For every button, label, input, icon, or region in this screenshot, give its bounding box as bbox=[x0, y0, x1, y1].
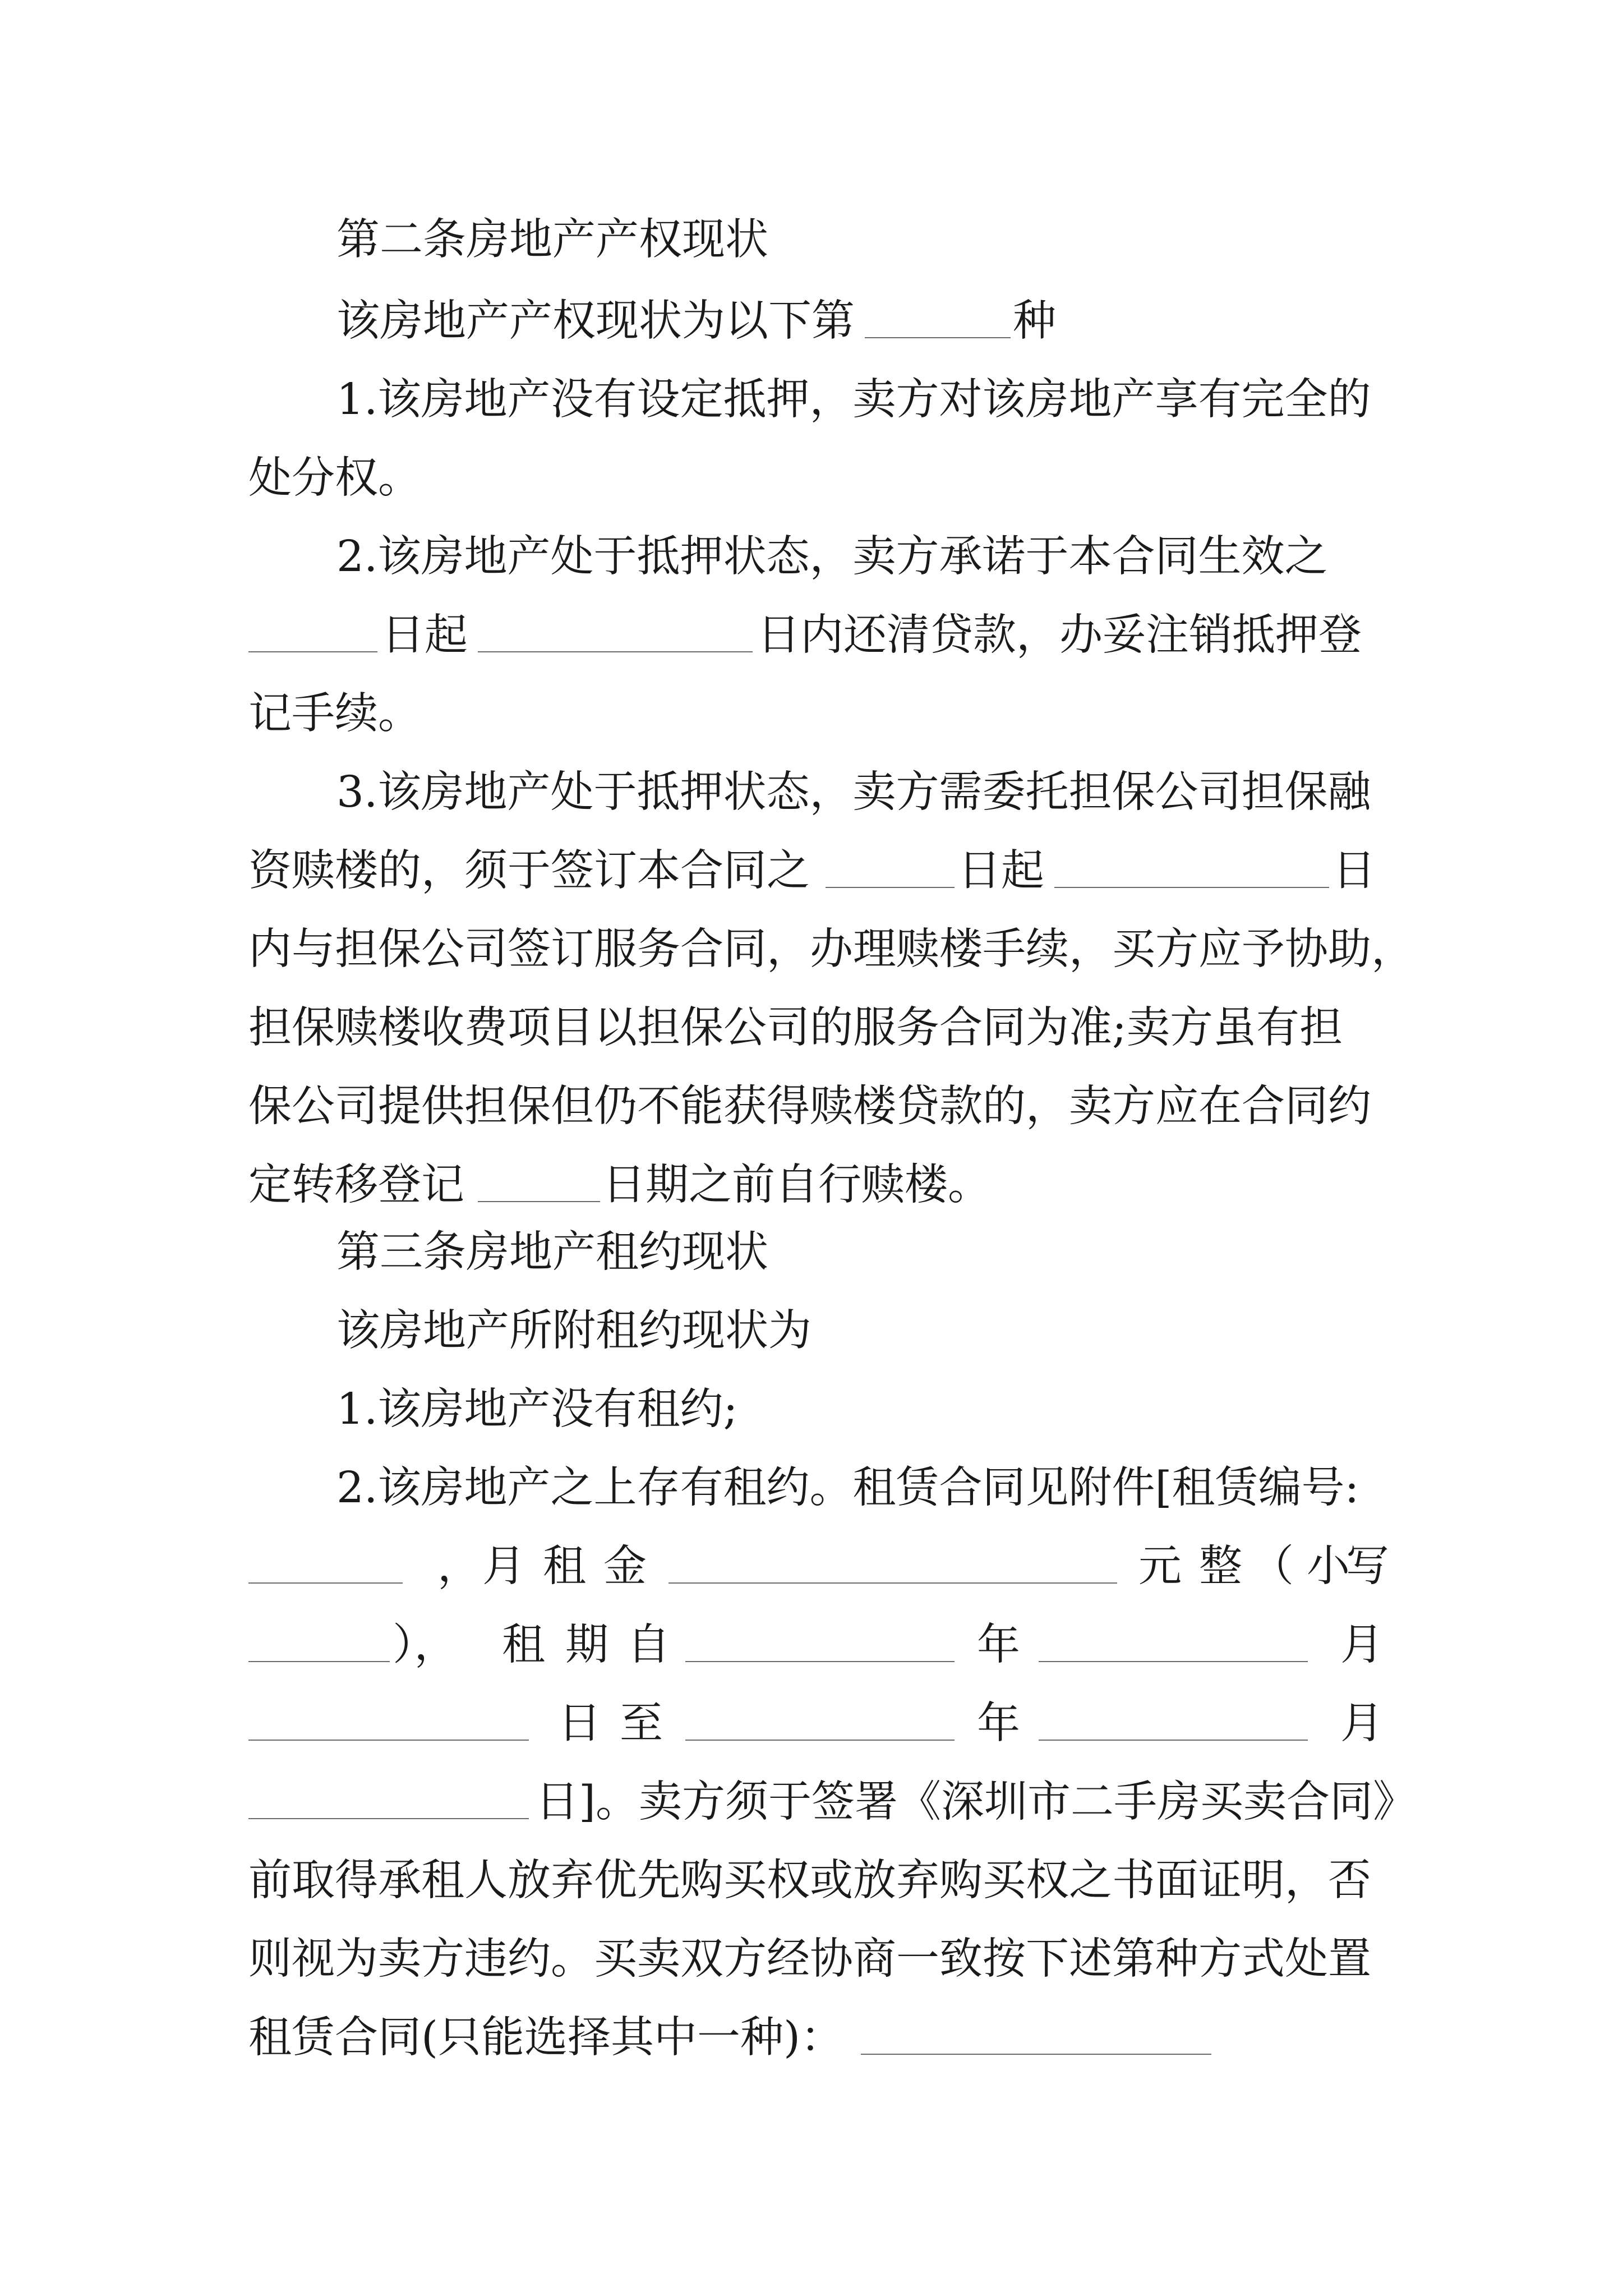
article2-item3-text4: 担保赎楼收费项目以担保公司的服务合同为准;卖方虽有担 bbox=[248, 1003, 1343, 1053]
transfer-date-blank[interactable] bbox=[478, 1201, 600, 1202]
article3-heading: 第三条房地产租约现状 bbox=[336, 1227, 768, 1277]
year-label: 年 bbox=[977, 1620, 1020, 1670]
comma-text: ， bbox=[437, 1542, 481, 1591]
article2-item2-text: 2.该房地产处于抵押状态，卖方承诺于本合同生效之 bbox=[336, 532, 1328, 582]
article3-item2-line1 bbox=[0, 1460, 1623, 1516]
lease-number-blank[interactable] bbox=[248, 1582, 403, 1584]
yuan-label: 元 bbox=[1138, 1542, 1182, 1591]
choice-number-blank[interactable] bbox=[865, 337, 1011, 338]
sign-days-blank[interactable] bbox=[826, 887, 955, 888]
effective-days-blank[interactable] bbox=[248, 651, 377, 652]
article2-intro-line bbox=[0, 293, 1623, 349]
article2-item3-line1 bbox=[0, 765, 1623, 821]
repay-days-blank[interactable] bbox=[478, 651, 753, 652]
guarantee-days-blank[interactable] bbox=[1054, 887, 1329, 888]
article3-item2-text6: 前取得承租人放弃优先购买权或放弃购买权之书面证明，否 bbox=[248, 1856, 1371, 1906]
article2-item3-text5: 保公司提供担保但仍不能获得赎楼贷款的，卖方应在合同约 bbox=[248, 1082, 1371, 1131]
article2-heading: 第二条房地产产权现状 bbox=[336, 215, 768, 265]
article2-item3-line2 bbox=[0, 843, 1623, 899]
article3-item2-line2 bbox=[0, 1539, 1623, 1595]
end-year-blank[interactable] bbox=[685, 1740, 955, 1741]
start-day-blank[interactable] bbox=[248, 1740, 529, 1741]
rent-label-3: 金 bbox=[603, 1542, 647, 1591]
article2-item3-text2a: 资赎楼的，须于签订本合同之 bbox=[248, 846, 810, 896]
article2-item2-text-end: 记手续。 bbox=[248, 689, 421, 739]
term-label-1: 租 bbox=[502, 1620, 545, 1670]
article3-item2-line7 bbox=[0, 1931, 1623, 1987]
article2-intro-text: 该房地产产权现状为以下第 bbox=[336, 296, 855, 346]
zheng-label: 整 bbox=[1199, 1542, 1242, 1591]
write-label: 写 bbox=[1346, 1542, 1389, 1591]
end-month-blank[interactable] bbox=[1039, 1740, 1308, 1741]
article2-item2-line3 bbox=[0, 686, 1623, 742]
end-month-label: 月 bbox=[1340, 1699, 1384, 1749]
article3-item2-text7: 则视为卖方违约。买卖双方经协商一致按下述第种方式处置 bbox=[248, 1934, 1371, 1984]
article3-item1: 1.该房地产没有租约; bbox=[336, 1384, 738, 1434]
article2-item3-line4 bbox=[0, 1000, 1623, 1056]
month-label: 月 bbox=[1340, 1620, 1384, 1670]
article3-item2-text: 2.该房地产之上存有租约。租赁合同见附件[租赁编号: bbox=[336, 1463, 1359, 1513]
term-label-3: 自 bbox=[627, 1620, 670, 1670]
article3-intro: 该房地产所附租约现状为 bbox=[336, 1306, 811, 1356]
start-month-blank[interactable] bbox=[1039, 1661, 1308, 1662]
rent-label-1: 月 bbox=[482, 1542, 525, 1591]
lease-handling-choice-blank[interactable] bbox=[861, 2054, 1211, 2055]
rent-label-2: 租 bbox=[543, 1542, 586, 1591]
article2-item2-mid: 日起 bbox=[381, 610, 468, 660]
article3-intro-line bbox=[0, 1303, 1623, 1359]
article2-item3-text6a: 定转移登记 bbox=[248, 1160, 464, 1210]
article2-item2-line1 bbox=[0, 529, 1623, 585]
article2-item3-line5 bbox=[0, 1079, 1623, 1135]
article2-item3-line6 bbox=[0, 1157, 1623, 1213]
small-label: 小 bbox=[1307, 1542, 1350, 1591]
start-year-blank[interactable] bbox=[685, 1661, 955, 1662]
article3-item2-line4 bbox=[0, 1696, 1623, 1752]
article2-item3-line3 bbox=[0, 922, 1623, 978]
article2-item3-text2b: 日起 bbox=[958, 846, 1044, 896]
article2-item2-line2 bbox=[0, 608, 1623, 664]
article3-item2-line5 bbox=[0, 1774, 1623, 1830]
paren-close: ）， bbox=[393, 1620, 458, 1670]
to-label: 至 bbox=[620, 1699, 663, 1749]
article2-item1-line2 bbox=[0, 450, 1623, 507]
article2-item3-text3: 内与担保公司签订服务合同，办理赎楼手续，买方应予协助， bbox=[248, 924, 1414, 974]
article2-heading-line bbox=[0, 212, 1623, 268]
term-label-2: 期 bbox=[565, 1620, 608, 1670]
article2-item2-tail: 日内还清贷款，办妥注销抵押登 bbox=[757, 610, 1362, 660]
rent-lowercase-blank[interactable] bbox=[248, 1661, 390, 1662]
monthly-rent-blank[interactable] bbox=[668, 1582, 1117, 1584]
article3-heading-line bbox=[0, 1225, 1623, 1281]
article3-item2-line3 bbox=[0, 1617, 1623, 1673]
article3-item2-line8 bbox=[0, 2010, 1623, 2066]
article2-item1-text-cont: 处分权。 bbox=[248, 453, 421, 503]
article3-item1-line bbox=[0, 1382, 1623, 1438]
end-year-label: 年 bbox=[977, 1699, 1020, 1749]
article2-item1-line1 bbox=[0, 372, 1623, 428]
day-label: 日 bbox=[558, 1699, 601, 1749]
article3-item2-text8: 租赁合同(只能选择其中一种)： bbox=[248, 2013, 844, 2063]
article2-item1-text: 1.该房地产没有设定抵押，卖方对该房地产享有完全的 bbox=[336, 375, 1371, 425]
article2-item3-text2c: 日 bbox=[1332, 846, 1376, 896]
article2-item3-text: 3.该房地产处于抵押状态，卖方需委托担保公司担保融 bbox=[336, 767, 1371, 817]
article2-intro-suffix: 种 bbox=[1013, 296, 1056, 346]
article3-item2-text5: 日]。卖方须于签署《深圳市二手房买卖合同》 bbox=[536, 1777, 1417, 1827]
article2-item3-text6b: 日期之前自行赎楼。 bbox=[602, 1160, 991, 1210]
end-day-blank[interactable] bbox=[248, 1818, 529, 1819]
paren-open: （ bbox=[1251, 1542, 1294, 1591]
article3-item2-line6 bbox=[0, 1853, 1623, 1909]
